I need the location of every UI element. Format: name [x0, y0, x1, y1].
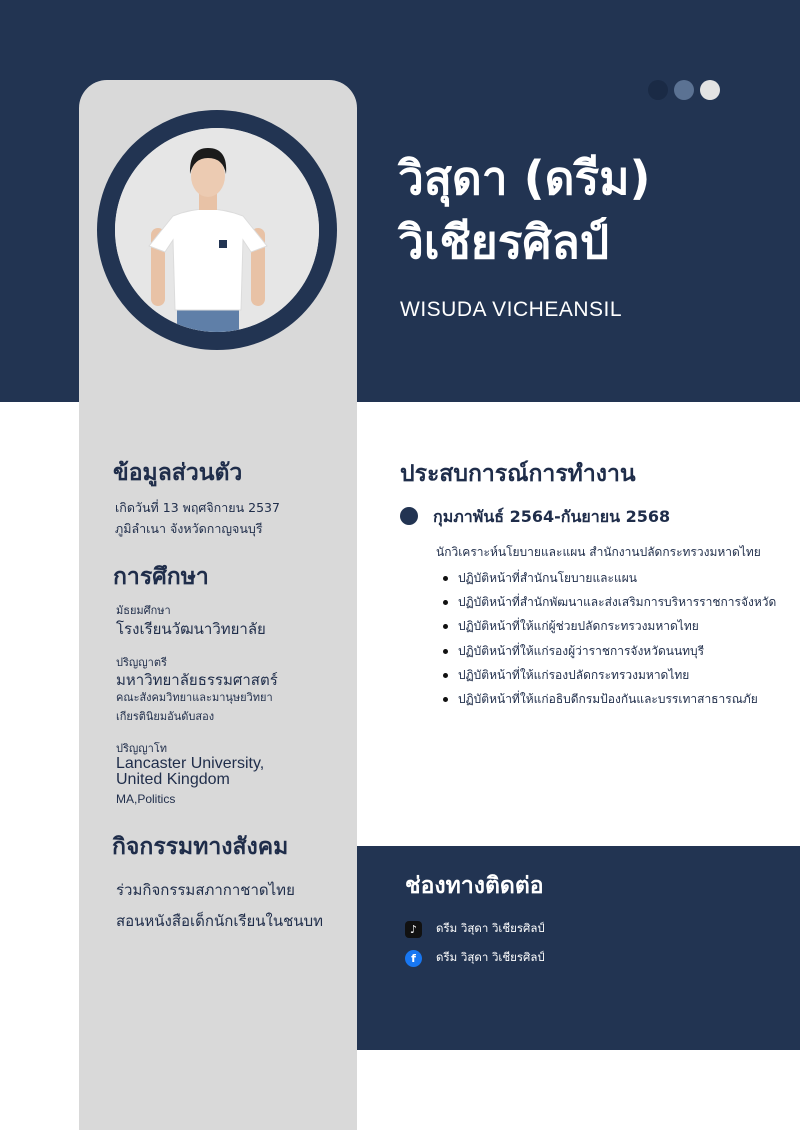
tiktok-icon: ♪ — [405, 921, 422, 938]
duty-item: ปฏิบัติหน้าที่ให้แก่รองผู้ว่าราชการจังหวัดนนทบุรี — [440, 639, 776, 663]
duty-item: ปฏิบัติหน้าที่ให้แก่อธิบดีกรมป้องกันและบรรเทาสาธารณภัย — [440, 687, 776, 711]
decorative-dots — [648, 80, 720, 100]
name-english: WISUDA VICHEANSIL — [400, 298, 623, 321]
duty-item: ปฏิบัติหน้าที่สำนักพัฒนาและส่งเสริมการบริหารราชการจังหวัด — [440, 590, 776, 614]
contact-facebook-text: ดรีม วิสุดา วิเชียรศิลป์ — [436, 950, 545, 964]
duty-item: ปฏิบัติหน้าที่สำนักนโยบายและแผน — [440, 566, 776, 590]
profile-photo-frame — [97, 110, 337, 350]
name-thai-line1: วิสุดา (ดรีม) — [398, 151, 651, 205]
contact-section — [357, 846, 800, 1050]
experience-role: นักวิเคราะห์นโยบายและแผน สำนักงานปลัดกระทรวงมหาดไทย — [436, 545, 761, 559]
profile-photo — [115, 128, 319, 332]
name-thai — [398, 146, 651, 274]
activity-item: ร่วมกิจกรรมสภากาชาดไทย — [116, 881, 295, 899]
education-level-secondary: มัธยมศึกษา — [116, 604, 171, 617]
contact-tiktok[interactable] — [405, 920, 545, 938]
timeline-dot — [400, 507, 418, 525]
experience-title: ประสบการณ์การทำงาน — [400, 461, 636, 487]
dot-light — [700, 80, 720, 100]
education-faculty-bachelor: คณะสังคมวิทยาและมานุษยวิทยา — [116, 691, 273, 704]
dot-mid — [674, 80, 694, 100]
experience-period: กุมภาพันธ์ 2564-กันยายน 2568 — [433, 507, 671, 526]
activity-item: สอนหนังสือเด็กนักเรียนในชนบท — [116, 912, 323, 930]
facebook-icon: f — [405, 950, 422, 967]
education-honor-bachelor: เกียรตินิยมอันดับสอง — [116, 710, 215, 723]
contact-facebook[interactable] — [405, 949, 545, 967]
education-school-master-line1: Lancaster University, — [116, 755, 265, 772]
hometown: ภูมิลำเนา จังหวัดกาญจนบุรี — [115, 521, 263, 536]
duty-item: ปฏิบัติหน้าที่ให้แก่รองปลัดกระทรวงมหาดไทย — [440, 663, 776, 687]
contact-title: ช่องทางติดต่อ — [405, 873, 544, 899]
education-school-secondary: โรงเรียนวัฒนาวิทยาลัย — [116, 620, 266, 638]
contact-tiktok-text: ดรีม วิสุดา วิเชียรศิลป์ — [436, 921, 545, 935]
education-level-bachelor: ปริญญาตรี — [116, 656, 167, 669]
duty-item: ปฏิบัติหน้าที่ให้แก่ผู้ช่วยปลัดกระทรวงมหาดไทย — [440, 614, 776, 638]
education-degree-master: MA,Politics — [116, 792, 176, 806]
personal-info-title: ข้อมูลส่วนตัว — [113, 460, 243, 486]
education-level-master: ปริญญาโท — [116, 742, 167, 755]
person-illustration — [115, 128, 319, 332]
education-school-master-line2: United Kingdom — [116, 771, 230, 788]
birth-date: เกิดวันที่ 13 พฤศจิกายน 2537 — [115, 500, 280, 515]
name-thai-line2: วิเชียรศิลป์ — [398, 215, 610, 269]
education-school-bachelor: มหาวิทยาลัยธรรมศาสตร์ — [116, 671, 278, 689]
education-title: การศึกษา — [113, 564, 209, 590]
dot-dark — [648, 80, 668, 100]
activities-title: กิจกรรมทางสังคม — [112, 834, 289, 860]
duty-list — [440, 566, 776, 711]
